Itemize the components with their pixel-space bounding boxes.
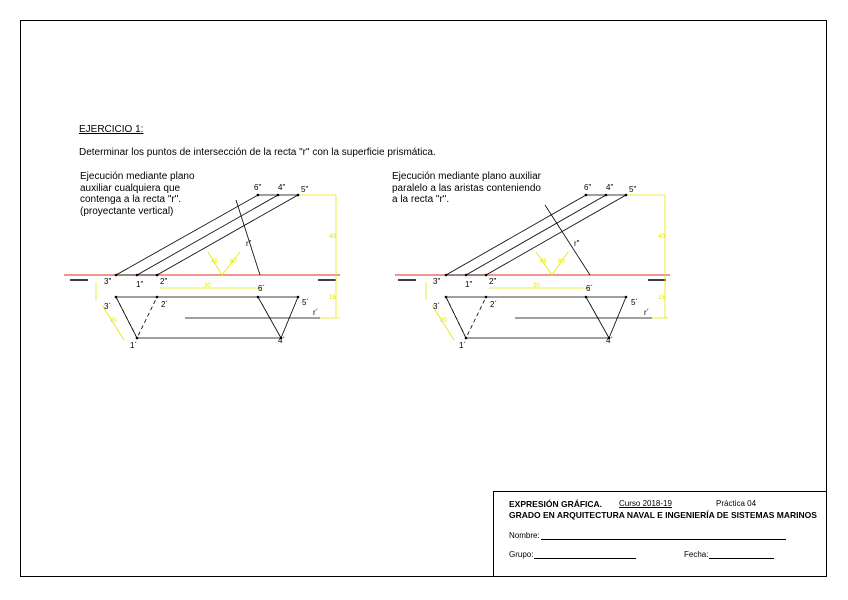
dim-angle-a: 45	[211, 259, 218, 265]
vertex-point	[257, 194, 260, 197]
method-right-line: Ejecución mediante plano auxiliar	[392, 171, 541, 182]
line-r-elevation	[236, 200, 260, 275]
dim-depth: 15	[329, 295, 336, 301]
method-left-line: (proyectante vertical)	[80, 205, 174, 217]
method-right-line: paralelo a las aristas conteniendo	[392, 182, 541, 194]
top-edge	[609, 297, 626, 338]
vertex-point	[445, 296, 448, 299]
base-edge-hidden	[116, 297, 157, 338]
prism-edge	[446, 195, 586, 275]
date-input-line[interactable]	[709, 550, 774, 559]
prism-edge	[116, 195, 258, 275]
label-4-lower: 4´	[606, 336, 614, 345]
label-r-lower: r´	[644, 308, 650, 317]
vertex-point	[625, 296, 628, 299]
exercise-statement: Determinar los puntos de intersección de la recta "r" con la superficie prismática.	[79, 147, 436, 158]
prism-edge	[137, 195, 278, 275]
course-year: Curso 2018-19	[619, 499, 672, 508]
label-2-upper: 2"	[489, 277, 497, 286]
label-6-upper: 6"	[584, 183, 592, 192]
date-label: Fecha:	[684, 550, 709, 559]
vertex-point	[156, 296, 159, 299]
label-2-lower: 2´	[161, 300, 169, 309]
method-left-line: auxiliar cualquiera que	[80, 182, 181, 194]
vertex-point	[115, 274, 118, 277]
label-6-upper: 6"	[254, 183, 262, 192]
label-6-lower: 6´	[258, 284, 266, 293]
dim-angle-b: 60	[558, 259, 565, 265]
vertex-point	[485, 274, 488, 277]
dim-base: 30	[533, 283, 540, 289]
vertex-point	[605, 194, 608, 197]
vertex-point	[156, 274, 159, 277]
degree-name: GRADO EN ARQUITECTURA NAVAL E INGENIERÍA DE SISTEMAS MARINOS	[509, 510, 817, 520]
vertex-point	[277, 194, 280, 197]
vertex-point	[257, 296, 260, 299]
top-edge	[586, 297, 609, 338]
label-1-lower: 1´	[459, 341, 467, 350]
label-r-upper: r"	[246, 239, 252, 248]
vertex-point	[297, 296, 300, 299]
label-3-upper: 3"	[104, 277, 112, 286]
group-field[interactable]	[509, 550, 636, 559]
vertex-point	[465, 337, 468, 340]
label-5-lower: 5´	[302, 298, 310, 307]
vertex-point	[136, 274, 139, 277]
label-5-upper: 5"	[629, 185, 637, 194]
vertex-point	[465, 274, 468, 277]
label-4-upper: 4"	[606, 183, 614, 192]
label-r-lower: r´	[313, 308, 319, 317]
drawing-left	[64, 183, 340, 350]
label-1-upper: 1"	[136, 280, 144, 289]
name-input-line[interactable]	[541, 531, 786, 540]
dim-base: 30	[204, 283, 211, 289]
subject-name: EXPRESIÓN GRÁFICA.	[509, 499, 603, 509]
label-r-upper: r"	[574, 239, 580, 248]
date-field[interactable]	[684, 550, 774, 559]
practice-number: Práctica 04	[716, 499, 757, 508]
label-2-lower: 2´	[490, 300, 498, 309]
dim-height: 40	[658, 234, 665, 240]
vertex-point	[445, 274, 448, 277]
label-4-lower: 4´	[278, 336, 286, 345]
vertex-point	[625, 194, 628, 197]
prism-edge	[486, 195, 626, 275]
label-5-lower: 5´	[631, 298, 639, 307]
title-block	[493, 491, 827, 577]
label-3-upper: 3"	[433, 277, 441, 286]
label-6-lower: 6´	[586, 284, 594, 293]
drawing-right	[395, 183, 670, 350]
vertex-point	[585, 194, 588, 197]
prism-edge	[466, 195, 606, 275]
method-right-line: a la recta "r".	[392, 194, 450, 205]
group-input-line[interactable]	[534, 550, 636, 559]
top-edge	[258, 297, 281, 338]
dim-side: 20	[110, 318, 117, 324]
method-left-line: Ejecución mediante plano	[80, 171, 195, 182]
vertex-point	[485, 296, 488, 299]
label-1-upper: 1"	[465, 280, 473, 289]
line-r-elevation	[545, 205, 590, 275]
top-edge	[281, 297, 298, 338]
label-3-lower: 3´	[104, 302, 112, 311]
dim-angle-a: 45	[540, 259, 547, 265]
exercise-title: EJERCICIO 1:	[79, 124, 144, 135]
name-field[interactable]	[509, 531, 786, 540]
label-2-upper: 2"	[160, 277, 168, 286]
base-edge-hidden	[446, 297, 486, 338]
label-5-upper: 5"	[301, 185, 309, 194]
label-1-lower: 1´	[130, 341, 138, 350]
label-4-upper: 4"	[278, 183, 286, 192]
vertex-point	[115, 296, 118, 299]
dim-angle-b: 60	[230, 259, 237, 265]
group-label: Grupo:	[509, 550, 534, 559]
vertex-point	[136, 337, 139, 340]
dim-height: 40	[329, 234, 336, 240]
vertex-point	[297, 194, 300, 197]
dim-depth: 15	[658, 295, 665, 301]
label-3-lower: 3´	[433, 302, 441, 311]
vertex-point	[585, 296, 588, 299]
prism-edge	[157, 195, 298, 275]
name-label: Nombre:	[509, 531, 540, 540]
dim-side: 20	[440, 318, 447, 324]
method-left-line: contenga a la recta "r".	[80, 194, 182, 205]
